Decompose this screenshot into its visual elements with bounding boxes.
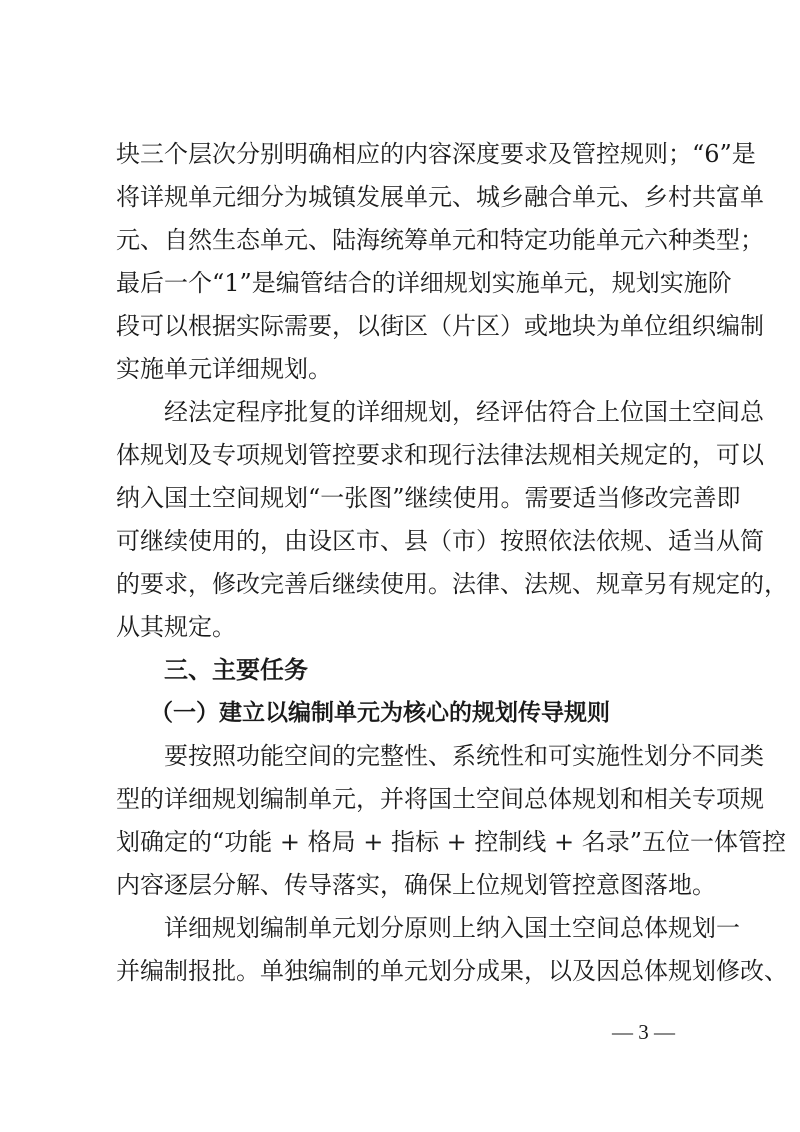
text-line: 型的详细规划编制单元，并将国土空间总体规划和相关专项规 <box>116 785 764 813</box>
text-line: 经法定程序批复的详细规划，经评估符合上位国土空间总 <box>164 398 764 426</box>
text-line: 实施单元详细规划。 <box>116 355 332 383</box>
page-number: — 3 — <box>612 1020 675 1044</box>
text-line: 的要求，修改完善后继续使用。法律、法规、规章另有规定的， <box>116 570 788 598</box>
text-line: 块三个层次分别明确相应的内容深度要求及管控规则；“6”是 <box>116 140 756 168</box>
text-line: 最后一个“1”是编管结合的详细规划实施单元，规划实施阶 <box>116 269 732 297</box>
text-line: 可继续使用的，由设区市、县（市）按照依法依规、适当从简 <box>116 527 764 555</box>
text-line: 段可以根据实际需要，以街区（片区）或地块为单位组织编制 <box>116 312 764 340</box>
text-line: 元、自然生态单元、陆海统筹单元和特定功能单元六种类型； <box>116 226 764 254</box>
text-line: 从其规定。 <box>116 613 236 641</box>
section-heading: 三、主要任务 <box>164 656 308 684</box>
text-line: 划确定的“功能 + 格局 + 指标 + 控制线 + 名录”五位一体管控 <box>116 828 787 856</box>
text-line: 内容逐层分解、传导落实，确保上位规划管控意图落地。 <box>116 871 716 899</box>
text-line: 将详规单元细分为城镇发展单元、城乡融合单元、乡村共富单 <box>116 183 764 211</box>
subsection-heading: （一）建立以编制单元为核心的规划传导规则 <box>150 699 610 726</box>
text-line: 纳入国土空间规划“一张图”继续使用。需要适当修改完善即 <box>116 484 741 512</box>
text-line: 要按照功能空间的完整性、系统性和可实施性划分不同类 <box>164 742 764 770</box>
text-line: 体规划及专项规划管控要求和现行法律法规相关规定的，可以 <box>116 441 764 469</box>
text-line: 详细规划编制单元划分原则上纳入国土空间总体规划一 <box>164 914 740 942</box>
text-line: 并编制报批。单独编制的单元划分成果，以及因总体规划修改、 <box>116 957 788 985</box>
